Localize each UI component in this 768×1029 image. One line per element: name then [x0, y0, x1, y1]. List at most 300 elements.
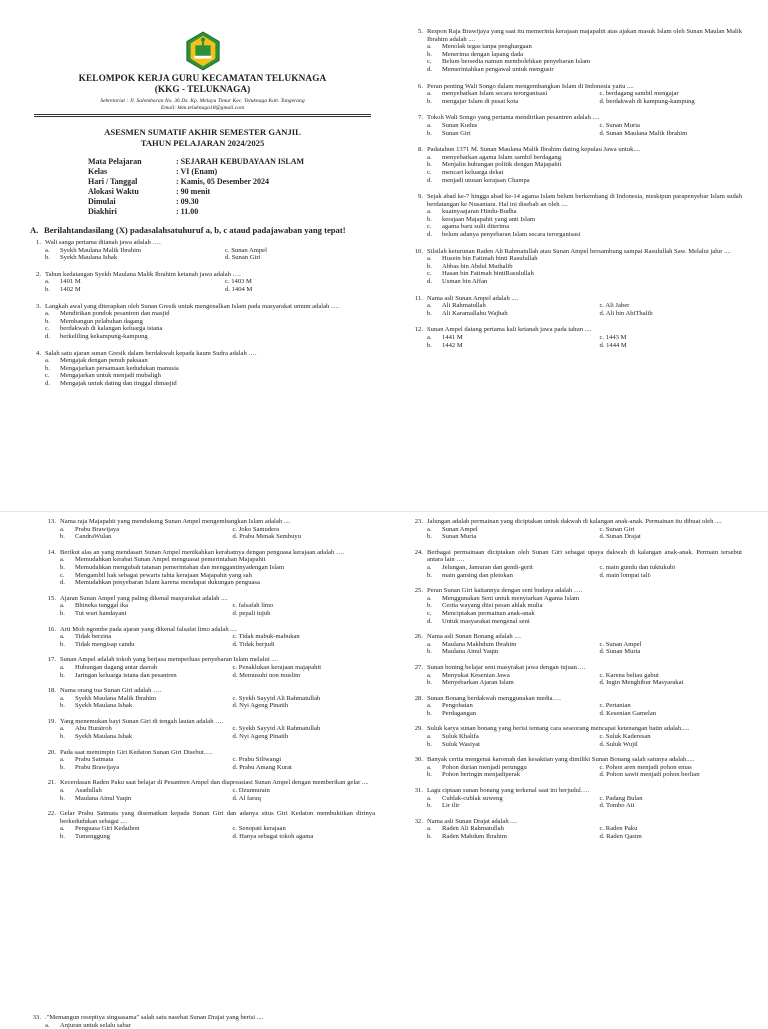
question-text: Tahun kedatangan Syekh Maulana Malik Ibrahim ketanah jawa adalah ….: [45, 270, 241, 278]
question-item: [45, 810, 375, 840]
answer-option: [427, 161, 742, 169]
option-text: d. Nyi Ageng Pinatih: [232, 733, 289, 741]
option-letter: b.: [45, 285, 50, 293]
option-letter: b.: [427, 215, 432, 223]
answer-option: [427, 595, 742, 603]
question-text: Nama raja Majapahit yang mendukung Sunan Ampel mengembangkan Islam adalah ....: [60, 518, 291, 525]
answer-option: [427, 610, 742, 618]
option-text: d. Ali bin AbiThalib: [599, 309, 653, 317]
answer-option: [45, 247, 210, 255]
option-letter: [218, 702, 233, 710]
option-text: c. Sunan Giri: [599, 525, 635, 533]
section-a-instruction: [30, 225, 375, 235]
option-text: Maulana Makhdum Ibrahim: [442, 640, 517, 648]
question-stem: [45, 810, 375, 825]
answer-option: [218, 787, 376, 795]
option-letter: a.: [427, 563, 432, 571]
question-number: 4.: [36, 349, 41, 357]
option-letter: [218, 825, 233, 833]
answer-option: [427, 641, 585, 649]
answer-option: [427, 169, 742, 177]
answer-option: [585, 533, 743, 541]
option-letter: b.: [427, 679, 432, 687]
question-item: [412, 633, 742, 656]
option-text: Mengajarkan untuk menjadi mubaligh: [60, 372, 161, 380]
option-letter: a.: [45, 1021, 50, 1029]
answer-option: [218, 833, 376, 841]
answer-options: [427, 702, 742, 717]
answer-option: [60, 641, 218, 649]
option-letter: a.: [427, 334, 432, 341]
exam-year: TAHUN PELAJARAN 2024/2025: [140, 138, 265, 148]
question-item: [45, 687, 375, 710]
option-text: 1442 M: [442, 341, 463, 349]
answer-option: [427, 771, 585, 779]
option-letter: [218, 725, 233, 733]
option-letter: b.: [427, 602, 432, 610]
option-text: Perdagangan: [442, 709, 477, 717]
answer-option: [427, 733, 585, 741]
option-text: kerajaan Majapahit yang anti Islam: [442, 215, 536, 223]
question-stem: [412, 787, 742, 795]
question-stem: [30, 239, 375, 247]
answer-option: [427, 255, 742, 263]
question-text: Ajaran Sunan Ampel yang paling dikenal masyarakat adalah ....: [60, 594, 228, 602]
question-stem: [45, 626, 375, 634]
question-item: [45, 718, 375, 741]
question-text: Respon Raja Brawijaya yang saat itu memerinta kerajaan majapahit atas ajakan masuk Islam oleh Sunan Maulan Malik Ibrahim adalah ....: [427, 28, 742, 43]
info-label: Diakhiri: [88, 207, 117, 216]
option-text: d. Hanya sebagai tokoh agama: [232, 833, 314, 840]
option-text: belum adanya penyebaran Islam secara terorganisasi: [442, 231, 581, 239]
option-text: CandraWulan: [75, 533, 112, 541]
option-letter: b.: [427, 571, 432, 579]
option-letter: [218, 533, 233, 541]
question-number: 21.: [47, 779, 56, 787]
question-item: [45, 549, 375, 587]
option-text: c. Padang Bulan: [599, 794, 643, 802]
email-address: Email: kkm.teluknaga18@gmail.com: [160, 105, 245, 111]
option-letter: b.: [60, 702, 65, 710]
question-text: Langkah awal yang diterapkan oleh Sunan Gresik untuk mengenalkan Islam pada masyarakat umum adalah ….: [45, 302, 340, 310]
question-text: Tokoh Wali Songo yang pertama mendirikan pesantren adalah ....: [427, 114, 600, 122]
answer-option: [60, 526, 218, 534]
answer-option: [218, 610, 376, 618]
question-text: Sunan Bonang berdakwah menggunakan media….: [427, 694, 561, 702]
answer-options: [60, 825, 375, 840]
option-text: Belum bersedia namun membolehkan penyebaran Islam: [442, 58, 591, 66]
info-row: [88, 197, 304, 207]
option-letter: d.: [427, 176, 432, 184]
option-letter: [585, 130, 600, 138]
info-row: [88, 167, 304, 177]
option-letter: [585, 764, 600, 772]
question-text: Nama orang tua Sunan Giri adalah ….: [60, 687, 162, 695]
option-letter: [210, 247, 225, 255]
answer-option: [585, 342, 743, 350]
option-text: Prabu Brawijaya: [75, 763, 120, 771]
answer-option: [427, 130, 585, 138]
answer-option: [210, 278, 375, 286]
answer-option: [427, 177, 742, 185]
question-text: Lagu ciptaan sunan bonang yang terkenal saat ini berjudul….: [427, 787, 590, 795]
option-text: c. 1443 M: [599, 334, 627, 341]
option-letter: [585, 771, 600, 779]
option-letter: a.: [427, 153, 432, 161]
option-text: Suluk Khalifa: [442, 733, 479, 741]
question-number: 31.: [414, 787, 423, 795]
option-text: Pohon durian menjadi perunggu: [442, 763, 527, 771]
option-letter: a.: [427, 640, 432, 648]
answer-option: [427, 672, 585, 680]
question-text: Nama asli Sunan Bonang adalah ....: [427, 633, 521, 641]
question-item: [45, 518, 375, 541]
option-text: Ali Karamallahu Wajhah: [442, 309, 508, 317]
answer-option: [60, 579, 375, 587]
question-number: 32.: [414, 817, 423, 825]
option-letter: [585, 679, 600, 687]
option-letter: [210, 254, 225, 262]
option-text: d. Kesenian Gamelan: [599, 709, 657, 717]
option-text: d. Nyi Ageng Pinatih: [232, 702, 289, 710]
question-number: 19.: [47, 717, 56, 725]
answer-option: [45, 333, 375, 341]
option-text: c. Pohon aren menjadi pohon emas: [599, 763, 692, 771]
option-letter: a.: [427, 825, 432, 833]
option-letter: b.: [45, 364, 50, 372]
option-text: c. Tidak mabuk-mabukan: [232, 633, 300, 641]
info-value: : SEJARAH KEBUDAYAAN ISLAM: [176, 157, 305, 166]
option-letter: [585, 310, 600, 318]
answer-option: [427, 533, 585, 541]
question-stem: [412, 518, 742, 526]
option-text: Prabu Brawijaya: [75, 525, 120, 533]
option-text: c. Dzunnurain: [232, 787, 270, 795]
option-letter: [585, 564, 600, 572]
answer-option: [427, 648, 585, 656]
answer-option: [427, 278, 742, 286]
question-item: [412, 146, 742, 184]
option-text: Mendirikan pondok pesantren dan masjid: [60, 310, 170, 318]
question-stem: [45, 518, 375, 526]
answer-options: [427, 641, 742, 656]
info-row: [88, 207, 304, 217]
answer-option: [218, 702, 376, 710]
answer-option: [585, 122, 743, 130]
option-letter: b.: [427, 161, 432, 169]
option-text: d. Pohon sawit menjadi pohon berlian: [599, 771, 700, 779]
option-text: c. Suluk Kaderesan: [599, 733, 651, 741]
answer-option: [585, 825, 743, 833]
option-text: Menerima dengan lapang dada: [442, 50, 524, 58]
answer-option: [60, 756, 218, 764]
question-stem: [412, 725, 742, 733]
answer-option: [45, 254, 210, 262]
answer-option: [427, 223, 742, 231]
answer-option: [218, 633, 376, 641]
answer-options: [427, 208, 742, 238]
question-text: Arti Moh ngombe pada ajaran yang dikenal falsafat limo adalah ....: [60, 625, 237, 633]
answer-option: [218, 795, 376, 803]
option-letter: a.: [60, 787, 65, 795]
question-text: Berikut alas an yang mendasari Sunan Ampel menikahkan kerabatnya dengan penguasa kerajaan adalah ….: [60, 548, 345, 556]
option-text: Untuk masyarakat mengenal seni: [442, 617, 530, 625]
option-text: Mengajak untuk dating dan tinggal dimasjid: [60, 379, 177, 387]
answer-options: [427, 302, 742, 317]
option-text: Syekh Maulana Ishak: [60, 254, 118, 262]
question-item: [30, 1014, 360, 1029]
question-number: 7.: [418, 114, 423, 122]
question-text: Yang menemukan bayi Sunan Giri di tengah lautan adalah ….: [60, 717, 224, 725]
info-value: : Kamis, 05 Desember 2024: [176, 177, 269, 186]
option-letter: a.: [60, 756, 65, 764]
option-text: Memudahkan penyebaran Islam karena mendapat dukungan penguasa: [75, 579, 260, 587]
answer-options: [45, 357, 375, 387]
question-list: [412, 28, 742, 349]
answer-option: [427, 702, 585, 710]
answer-option: [427, 572, 585, 580]
question-stem: [412, 114, 742, 122]
option-letter: b.: [60, 794, 65, 802]
answer-options: [45, 247, 375, 262]
question-number: 3.: [36, 302, 41, 310]
answer-option: [427, 710, 585, 718]
option-letter: a.: [427, 121, 432, 129]
option-text: menjadi utusan kerajaan Champa: [442, 176, 530, 184]
question-stem: [412, 248, 742, 256]
option-text: c. Sunan Ampel: [599, 640, 642, 648]
answer-option: [427, 66, 742, 74]
answer-options: [427, 795, 742, 810]
option-text: mencari keluarga dekat: [442, 168, 504, 176]
answer-option: [585, 310, 743, 318]
option-text: Abu Hurairoh: [75, 725, 112, 733]
option-letter: [218, 602, 233, 610]
option-text: c. Syekh Sayyid Ali Rahmatullah: [232, 694, 321, 702]
option-letter: d.: [427, 231, 432, 239]
question-item: [412, 295, 742, 318]
option-text: Ali Rahmatullah: [442, 302, 486, 310]
question-item: [45, 626, 375, 649]
option-text: Pengobatan: [442, 702, 473, 710]
question-item: [412, 695, 742, 718]
option-letter: c.: [427, 223, 432, 231]
option-text: Raden Mahdum Ibrahim: [442, 833, 507, 840]
option-text: Memudahkan mengubah tatanan pemerintahan dan menggantinyadengan Islam: [75, 563, 285, 571]
question-stem: [412, 549, 742, 564]
answer-option: [60, 564, 375, 572]
option-letter: [210, 286, 225, 294]
option-text: 1402 M: [60, 285, 81, 293]
option-letter: c.: [427, 270, 432, 278]
answer-option: [427, 43, 742, 51]
answer-options: [60, 556, 375, 586]
question-text: Berbagai permainaan diciptakan oleh Sunan Giri sebagai upaya dakwah di kalangan anak-anak. Permain tersebut antara lain ….: [427, 548, 742, 564]
answer-options: [427, 90, 742, 105]
question-list: [30, 1014, 360, 1029]
answer-options: [60, 695, 375, 710]
option-text: c. Pertanian: [599, 702, 631, 710]
answer-options: [60, 725, 375, 740]
option-letter: b.: [427, 50, 432, 58]
answer-option: [427, 270, 742, 278]
option-text: Tidak mengisap candu: [75, 640, 135, 648]
answer-option: [60, 825, 218, 833]
option-text: d. Sunan Maulana Malik Ibrahim: [599, 129, 688, 137]
question-stem: [412, 587, 742, 595]
question-stem: [45, 656, 375, 664]
option-letter: [585, 648, 600, 656]
option-text: Mengajak dengan penuh paksaan: [60, 357, 148, 365]
option-letter: a.: [60, 663, 65, 671]
option-letter: [585, 795, 600, 803]
question-text: Gelar Prabu Satmata yang disematkan kepada Sunan Giri dan adanya situs Giri Kedaton membuktikan dirinya berkedudukan sebagai ....: [60, 810, 375, 825]
question-text: Kecerdasan Raden Paku saat belajar di Pesantren Ampel dan diapreasiasi Sunan Ampel dengan memberikan gelar ....: [60, 779, 369, 787]
answer-option: [427, 833, 585, 841]
option-text: Maulana Ainul Yaqin: [75, 794, 132, 802]
option-text: c. 1403 M: [225, 278, 252, 286]
answer-option: [218, 533, 376, 541]
answer-option: [585, 130, 743, 138]
answer-option: [427, 602, 742, 610]
question-number: 8.: [418, 146, 423, 154]
question-stem: [30, 350, 375, 358]
ministry-emblem-icon: [184, 30, 222, 72]
question-item: [412, 114, 742, 137]
question-item: [30, 271, 375, 294]
option-text: Penguasa Giri Kedathon: [75, 825, 140, 833]
option-letter: [585, 672, 600, 680]
question-stem: [45, 595, 375, 603]
option-letter: a.: [427, 255, 432, 263]
question-stem: [412, 28, 742, 43]
question-number: 30.: [414, 756, 423, 764]
option-letter: a.: [45, 278, 50, 286]
option-text: Menyebarkan Ajaran Islam: [442, 679, 514, 687]
option-text: d. Tidak berjudi: [232, 640, 275, 648]
info-value: : 09.30: [176, 197, 199, 206]
option-letter: [218, 695, 233, 703]
answer-option: [427, 98, 585, 106]
answer-option: [585, 702, 743, 710]
option-text: Pohon beringin menjadiperak: [442, 771, 521, 779]
exam-title: ASESMEN SUMATIF AKHIR SEMESTER GANJIL: [104, 127, 301, 137]
question-stem: [45, 718, 375, 726]
answer-option: [585, 98, 743, 106]
question-text: Jalungan adalah permainan yang diciptakan untuk dakwah di kalangan anak-anak. Permainan itu dibuat oleh ....: [427, 518, 722, 525]
exam-info-table: [88, 157, 304, 217]
answer-option: [45, 380, 375, 388]
info-label: Hari / Tanggal: [88, 177, 138, 186]
answer-option: [218, 825, 376, 833]
option-text: d. 1444 M: [599, 341, 627, 349]
question-stem: [412, 756, 742, 764]
question-number: 1.: [36, 239, 41, 246]
answer-option: [60, 795, 218, 803]
option-letter: b.: [427, 709, 432, 717]
answer-option: [427, 216, 742, 224]
question-stem: [45, 687, 375, 695]
option-letter: [585, 98, 600, 106]
answer-option: [585, 795, 743, 803]
option-letter: a.: [45, 246, 50, 254]
answer-options: [427, 764, 742, 779]
option-letter: a.: [45, 357, 50, 365]
answer-option: [585, 679, 743, 687]
answer-option: [45, 357, 375, 365]
answer-option: [60, 733, 218, 741]
answer-option: [45, 286, 210, 294]
option-letter: [585, 572, 600, 580]
answer-option: [427, 526, 585, 534]
option-text: Bhineka tunggal ika: [75, 602, 129, 610]
answer-option: [218, 756, 376, 764]
question-item: [30, 303, 375, 341]
answer-option: [210, 247, 375, 255]
option-letter: [218, 764, 233, 772]
answer-options: [427, 526, 742, 541]
option-letter: b.: [45, 317, 50, 325]
answer-option: [60, 695, 218, 703]
option-text: berkeliling kekampung-kampung: [60, 332, 148, 340]
option-letter: a.: [60, 602, 65, 610]
question-item: [412, 518, 742, 541]
section-text: Berilahtandasilang (X) padasalahsatuhuruf a, b, c ataud padajawaban yang tepat!: [44, 225, 346, 235]
option-text: Sunan Kudus: [442, 121, 478, 129]
option-letter: [585, 302, 600, 310]
question-number: 2.: [36, 270, 41, 278]
option-text: Husein bin Fatimah binti Rasulullah: [442, 255, 538, 263]
answer-option: [45, 325, 375, 333]
option-letter: a.: [427, 763, 432, 771]
question-item: [30, 239, 375, 262]
option-letter: c.: [427, 168, 432, 176]
option-letter: [585, 342, 600, 350]
answer-option: [585, 741, 743, 749]
answer-options: [427, 43, 742, 73]
option-text: d. Ingin Menghibur Masyarakat: [599, 679, 684, 687]
answer-option: [60, 702, 218, 710]
option-letter: b.: [60, 671, 65, 679]
option-text: c. Syekh Sayyid Ali Rahmatullah: [232, 725, 321, 733]
answer-options: [60, 526, 375, 541]
option-text: d. Memusuhi non muslim: [232, 671, 301, 679]
option-text: d. Sunan Muria: [599, 648, 641, 656]
option-letter: b.: [60, 533, 65, 541]
option-text: Prabu Satmata: [75, 756, 114, 764]
answer-options: [427, 122, 742, 137]
option-text: Hubungan dagang antar daerah: [75, 663, 158, 671]
answer-option: [427, 825, 585, 833]
option-letter: [585, 710, 600, 718]
question-text: Suluk karya sunan bonang yang berisi tentang cara seseorang mencapai ketenangan batin adalah.....: [427, 725, 690, 733]
option-letter: a.: [427, 671, 432, 679]
option-letter: a.: [45, 310, 50, 318]
answer-option: [427, 618, 742, 626]
option-letter: b.: [427, 129, 432, 137]
answer-option: [210, 286, 375, 294]
option-text: d. berdakwah di kampung-kampung: [599, 97, 695, 105]
question-item: [412, 725, 742, 748]
question-number: 25.: [414, 587, 423, 595]
answer-option: [60, 533, 218, 541]
option-letter: d.: [427, 278, 432, 286]
option-text: Menyukai Kesenian Jawa: [442, 671, 510, 679]
question-stem: [412, 146, 742, 154]
question-number: 10.: [414, 247, 423, 255]
option-text: Memudahkan kerabat Sunan Ampel menguasai pemerintahan Majapahit: [75, 556, 266, 564]
question-text: Pada saat memimpin Giri Kedaton Sunan Giri Disebut….: [60, 748, 212, 756]
